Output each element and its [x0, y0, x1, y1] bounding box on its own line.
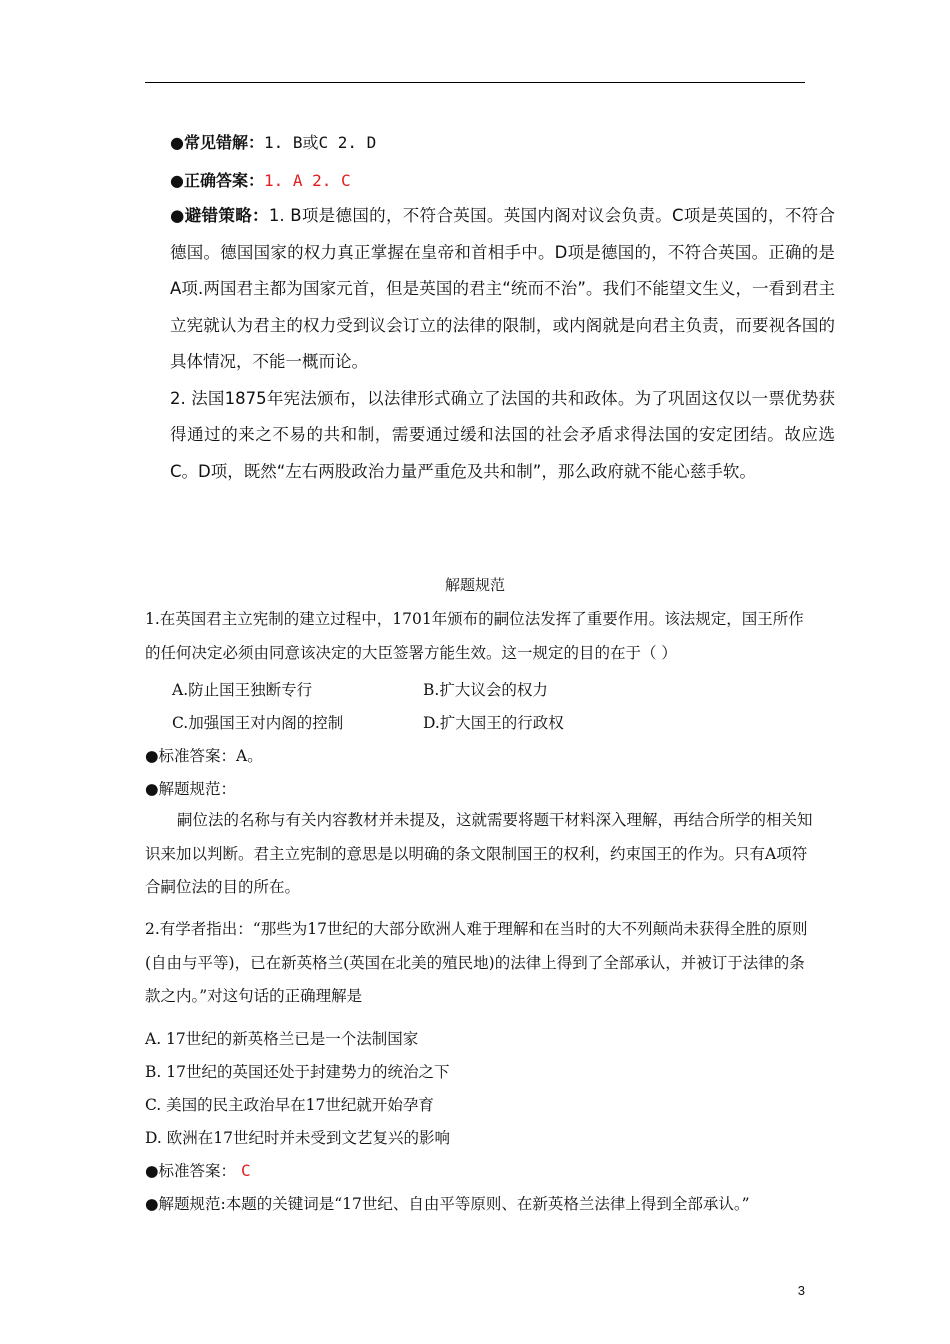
q1-option-b: B.扩大议会的权力 — [423, 681, 548, 699]
q1-option-a: A.防止国王独断专行 — [172, 681, 313, 699]
q1-stem: 1.在英国君主立宪制的建立过程中，1701年颁布的嗣位法发挥了重要作用。该法规定，国王所作的任何决定必须由同意该决定的大臣签署方能生效。这一规定的目的在于（ ） — [145, 610, 804, 662]
q1-norm-text: 嗣位法的名称与有关内容教材并未提及，这就需要将题干材料深入理解，再结合所学的相关知识来加以判断。君主立宪制的意思是以明确的条文限制国王的权利，约束国王的作为。只有A项符合嗣位法的目的所在。 — [145, 811, 813, 896]
q1-norm-label: ●解题规范： — [145, 780, 237, 798]
common-errors-line — [170, 133, 376, 153]
q2-option-a: A. 17世纪的新英格兰已是一个法制国家 — [145, 1030, 419, 1048]
q2-option-c: C. 美国的民主政治早在17世纪就开始孕育 — [145, 1096, 434, 1114]
q1-answer: ●标准答案：A。 — [145, 747, 263, 765]
q2-stem: 2.有学者指出：“那些为17世纪的大部分欧洲人难于理解和在当时的大不列颠尚未获得全胜的原则(自由与平等)，已在新英格兰(英国在北美的殖民地)的法律上得到了全部承认，并被订于法律的条款之内。”对这句话的正确理解是 — [145, 920, 808, 1005]
section-title: 解题规范 — [444, 576, 505, 594]
page-number: 3 — [797, 1283, 805, 1298]
q1-option-d: D.扩大国王的行政权 — [423, 714, 564, 732]
q2-answer-label: ●标准答案： — [145, 1162, 237, 1180]
strategy-para2: 2. 法国1875年宪法颁布，以法律形式确立了法国的共和政体。为了巩固这仅以一票优势获得通过的来之不易的共和制，需要通过缓和法国的社会矛盾求得法国的安定团结。故应选C。D项，既然“左右两股政治力量严重危及共和制”，那么政府就不能心慈手软。 — [170, 388, 835, 481]
correct-answer-value: 1. A 2. C — [263, 171, 351, 190]
strategy-block — [170, 198, 835, 490]
strategy-para1: 1. B项是德国的，不符合英国。英国内阁对议会负责。C项是英国的，不符合德国。德国国家的权力真正掌握在皇帝和首相手中。D项是德国的，不符合英国。正确的是A项.两国君主都为国家元首，但是英国的君主“统而不治”。我们不能望文生义，一看到君主立宪就认为君主的权力受到议会订立的法律的限制，或内阁就是向君主负责，而要视各国的具体情况，不能一概而论。 — [170, 206, 836, 371]
common-errors-value: 1. B或C 2. D — [263, 133, 377, 152]
q2-answer-line — [145, 1161, 251, 1181]
q1-option-c: C.加强国王对内阁的控制 — [172, 714, 344, 732]
strategy-label: ●避错策略： — [170, 206, 269, 225]
q2-answer-value: C — [240, 1161, 251, 1180]
q2-option-b: B. 17世纪的英国还处于封建势力的统治之下 — [145, 1063, 450, 1081]
q2-norm: ●解题规范:本题的关键词是“17世纪、自由平等原则、在新英格兰法律上得到全部承认。” — [145, 1195, 750, 1213]
header-rule — [145, 82, 805, 83]
q2-option-d: D. 欧洲在17世纪时并未受到文艺复兴的影响 — [145, 1129, 450, 1147]
common-errors-label: ●常见错解： — [170, 133, 264, 152]
correct-answer-label: ●正确答案： — [170, 171, 264, 190]
correct-answer-line — [170, 171, 351, 191]
